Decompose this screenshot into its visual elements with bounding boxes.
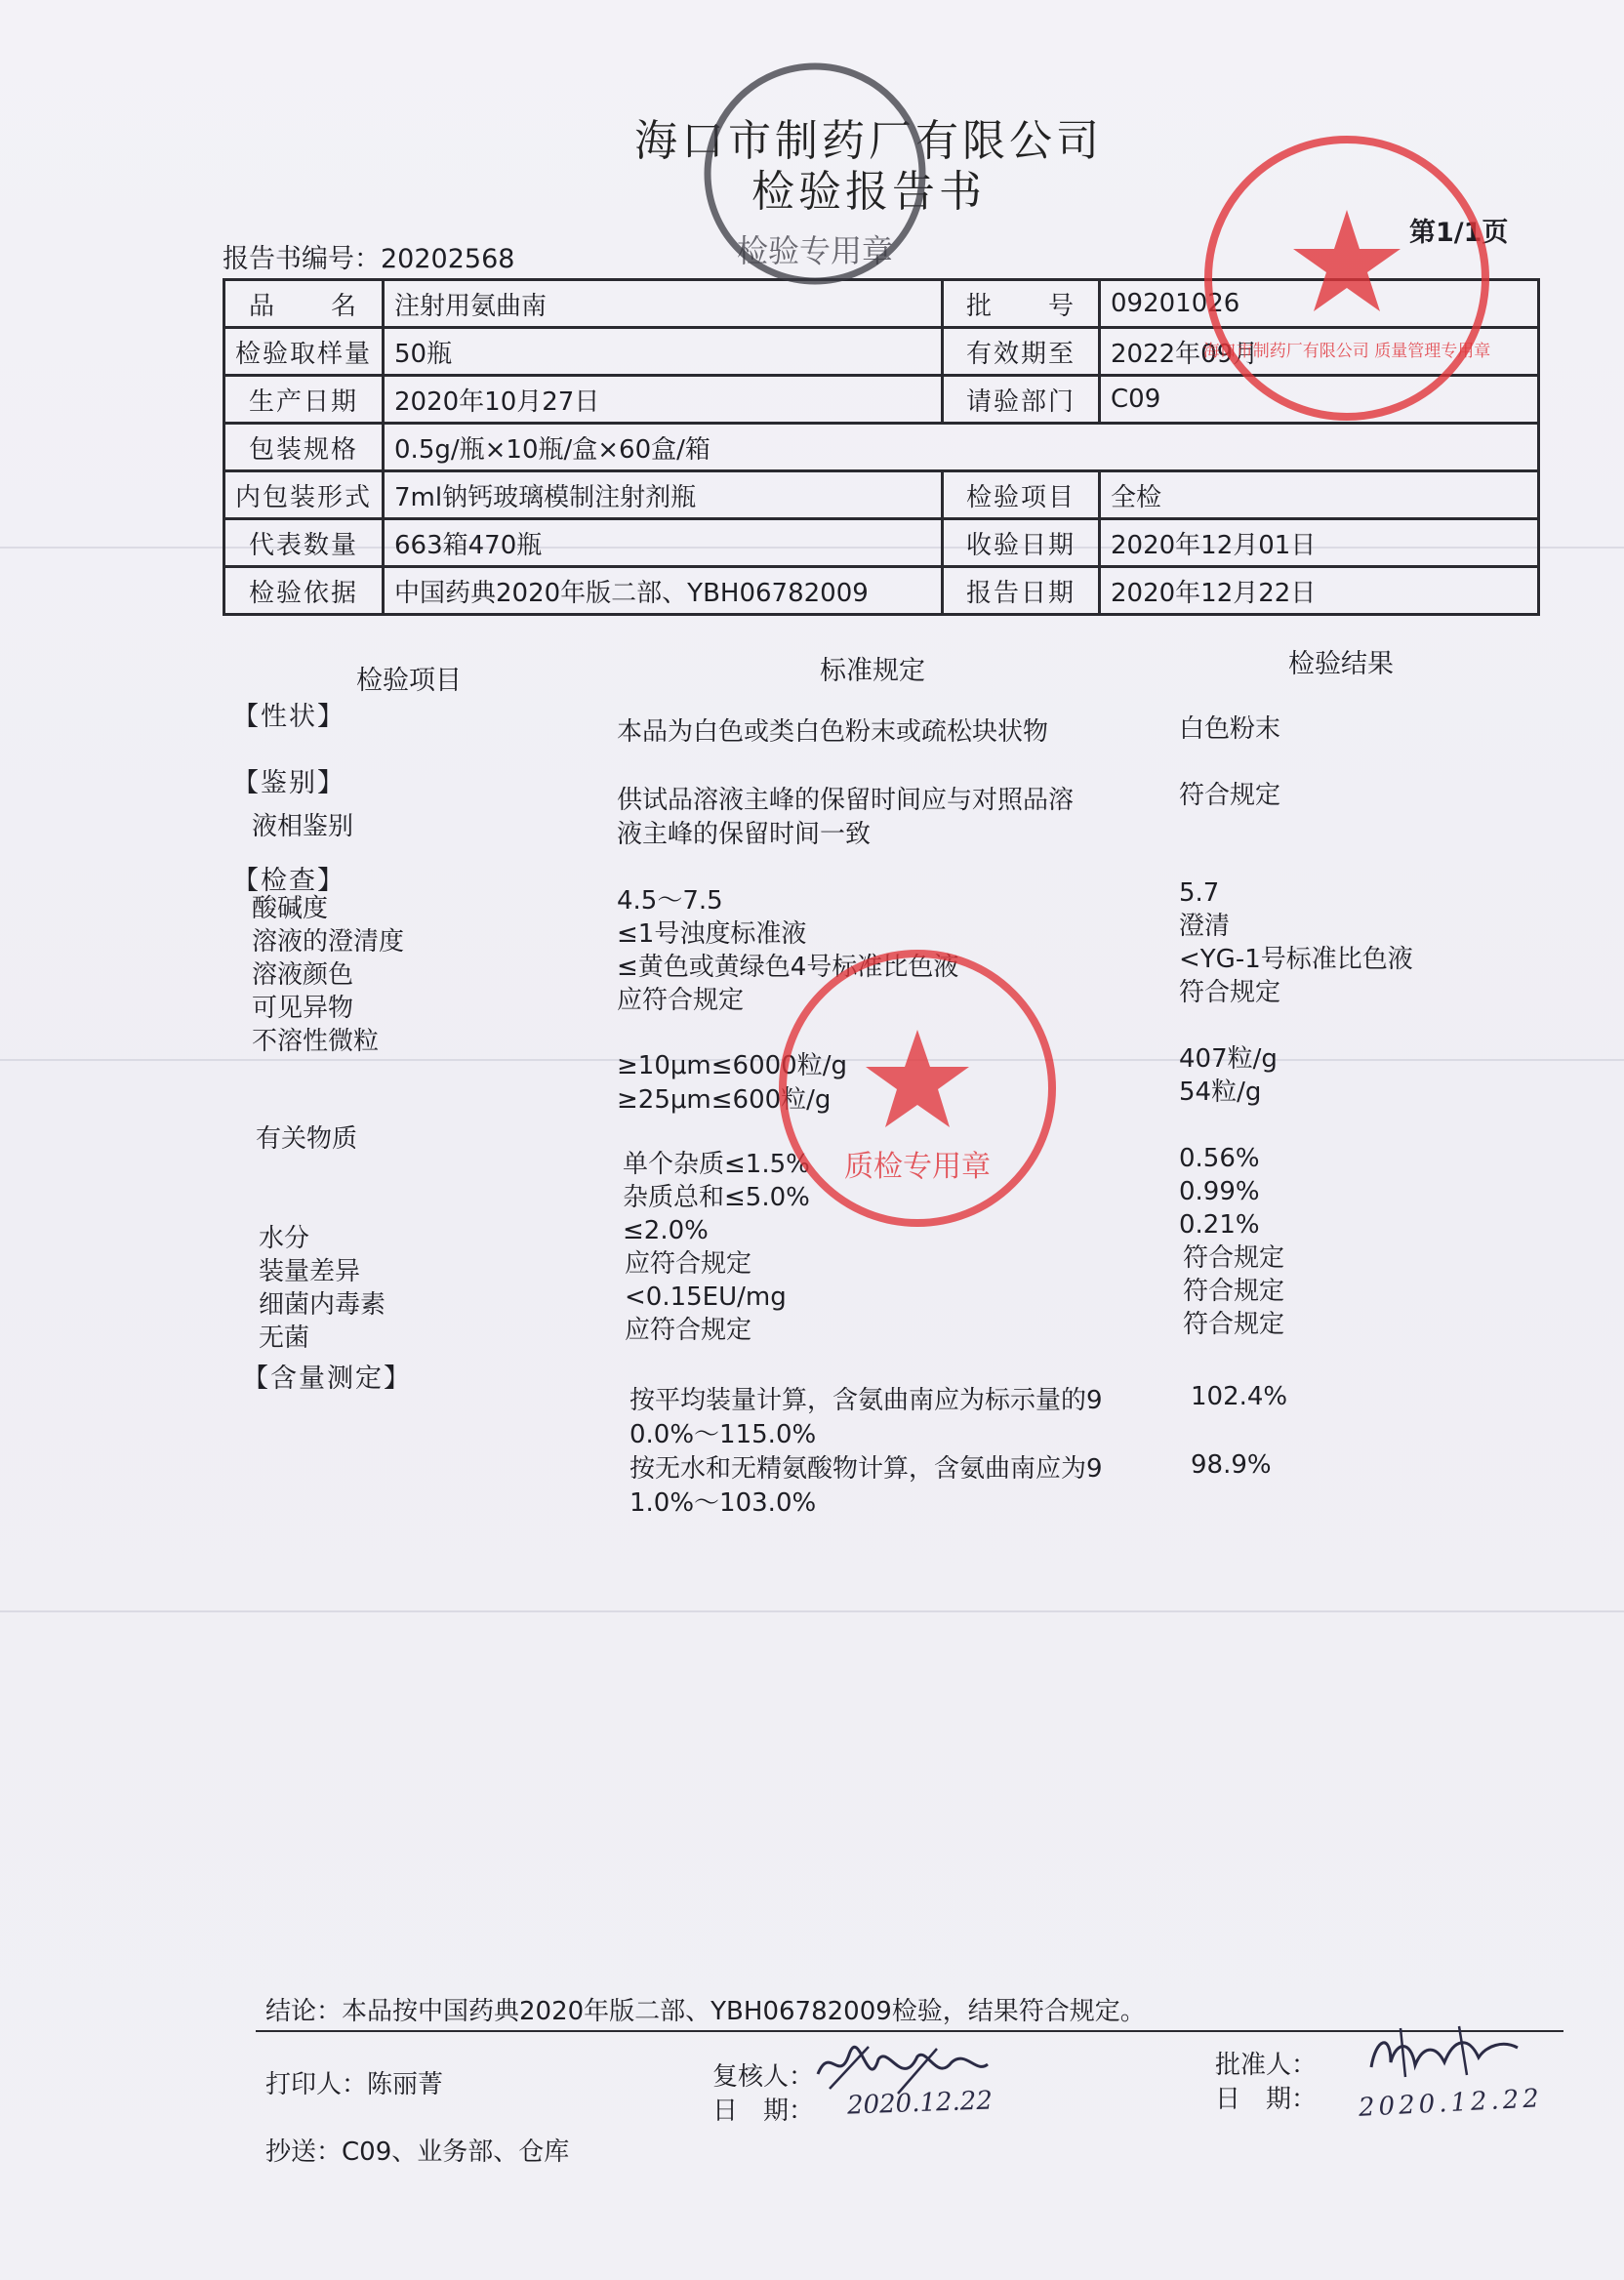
approver-label: 批准人： [1215,2051,1318,2080]
distributor-seal-stamp [771,942,1064,1235]
result-text: 符合规定 [1183,1310,1285,1339]
result-text: 澄清 [1179,912,1231,941]
page-number: 第1/1页 [1409,218,1509,248]
result-text: 0.99% [1179,1177,1260,1206]
info-label: 代表数量 [224,519,384,567]
info-value: 7ml钠钙玻璃模制注射剂瓶 [384,471,943,519]
info-label: 检验取样量 [224,328,384,376]
reviewer-date-label: 日 期： [712,2097,815,2126]
standard-text: ≤2.0% [623,1216,709,1245]
info-value: 50瓶 [384,328,943,376]
info-value: 全检 [1100,471,1539,519]
item-text: 细菌内毒素 [259,1290,386,1320]
info-row [224,471,1539,519]
section-appearance: 【性状】 [232,702,345,732]
review-date-handwritten: 2020.12.22 [846,2086,994,2121]
approve-date-handwritten: 2020.12.22 [1358,2084,1544,2123]
result-text: 符合规定 [1183,1243,1285,1273]
printer-field: 打印人：陈丽菁 [265,2070,444,2099]
result-text: 符合规定 [1179,781,1281,810]
approver-date-label: 日 期： [1215,2085,1318,2114]
info-label: 生产日期 [224,376,384,424]
standard-text: 应符合规定 [617,986,745,1015]
info-label: 检验依据 [224,567,384,615]
info-value: 2020年12月22日 [1100,567,1539,615]
item-text: 装量差异 [259,1257,361,1286]
result-text: 白色粉末 [1179,714,1281,744]
qa-seal-stamp [1196,127,1498,429]
result-text: 5.7 [1179,878,1220,908]
section-identification: 【鉴别】 [232,768,345,798]
item-text: 酸碱度 [252,894,329,923]
standard-text: <0.15EU/mg [625,1282,787,1312]
info-value: 注射用氨曲南 [384,280,943,328]
info-value: C09 [1100,376,1539,424]
column-header-result: 检验结果 [1288,649,1394,679]
info-row [224,424,1539,471]
info-label: 内包装形式 [224,471,384,519]
company-name: 海口市制药厂有限公司 [634,116,1103,166]
standard-text: 按无水和无精氨酸物计算，含氨曲南应为9 [629,1454,1103,1484]
info-row [224,519,1539,567]
info-label: 请验部门 [943,376,1100,424]
item-text: 水分 [259,1224,310,1253]
info-label: 报告日期 [943,567,1100,615]
standard-text: ≤1号浊度标准液 [617,919,807,949]
result-text: 0.56% [1179,1144,1260,1173]
approver-signature-image [1361,2018,1527,2087]
result-text: 符合规定 [1183,1277,1285,1306]
item-text: 溶液的澄清度 [252,927,405,957]
standard-text: 供试品溶液主峰的保留时间应与对照品溶 [617,786,1075,815]
item-text: 不溶性微粒 [252,1027,380,1056]
info-label: 品 名 [224,280,384,328]
standard-text: 单个杂质≤1.5% [623,1150,810,1179]
section-assay: 【含量测定】 [242,1364,412,1394]
info-label: 检验项目 [943,471,1100,519]
standard-text: ≥10μm≤6000粒/g [617,1051,847,1080]
standard-text: 4.5～7.5 [617,886,723,916]
reviewer-label: 复核人： [712,2062,815,2092]
cc-text: 抄送：C09、业务部、仓库 [265,2138,570,2167]
inspection-seal-stamp [698,57,932,291]
result-text: 符合规定 [1179,978,1281,1007]
result-text: 54粒/g [1179,1078,1262,1107]
qa-seal-text: 海口市制药厂有限公司 质量管理专用章 [1202,342,1491,361]
distributor-seal-text: 质检专用章 [844,1150,991,1184]
standard-text: 液主峰的保留时间一致 [617,820,872,849]
info-value: 663箱470瓶 [384,519,943,567]
standard-text: 应符合规定 [625,1249,752,1279]
standard-text: 本品为白色或类白色粉末或疏松块状物 [617,717,1049,747]
info-value: 0.5g/瓶×10瓶/盒×60盒/箱 [384,424,1539,471]
info-label: 收验日期 [943,519,1100,567]
section-tests: 【检查】 [232,866,345,896]
info-value: 2020年12月01日 [1100,519,1539,567]
info-value: 09201026 [1100,280,1539,328]
item-text: 无菌 [259,1323,310,1353]
result-text: 407粒/g [1179,1044,1278,1074]
item-text: 可见异物 [252,994,354,1023]
info-value: 中国药典2020年版二部、YBH06782009 [384,567,943,615]
info-label: 包装规格 [224,424,384,471]
document-title: 检验报告书 [751,167,986,217]
result-text: 0.21% [1179,1210,1260,1240]
standard-text: 按平均装量计算，含氨曲南应为标示量的9 [629,1386,1103,1415]
info-label: 有效期至 [943,328,1100,376]
standard-text: 0.0%～115.0% [629,1420,817,1449]
info-row [224,567,1539,615]
standard-text: 应符合规定 [625,1316,752,1345]
report-number: 报告书编号：20202568 [223,244,515,274]
info-label: 批 号 [943,280,1100,328]
column-header-item: 检验项目 [356,666,462,696]
standard-text: ≥25μm≤600粒/g [617,1085,832,1115]
standard-text: ≤黄色或黄绿色4号标准比色液 [617,953,959,982]
info-value: 2020年10月27日 [384,376,943,424]
result-text: <YG-1号标准比色液 [1179,945,1413,974]
item-text: 有关物质 [256,1124,358,1154]
column-header-standard: 标准规定 [820,656,925,686]
inspection-seal-text: 检验专用章 [736,232,894,269]
standard-text: 1.0%～103.0% [629,1488,817,1518]
standard-text: 杂质总和≤5.0% [623,1183,810,1212]
item-text: 溶液颜色 [252,960,354,990]
result-text: 102.4% [1191,1382,1288,1411]
paper-fold [0,1610,1624,1612]
result-text: 98.9% [1191,1450,1272,1480]
conclusion-text: 结论：本品按中国药典2020年版二部、YBH06782009检验，结果符合规定。 [265,1997,1146,2026]
item-text: 液相鉴别 [252,812,354,841]
info-value: 2022年09月 [1100,328,1539,376]
